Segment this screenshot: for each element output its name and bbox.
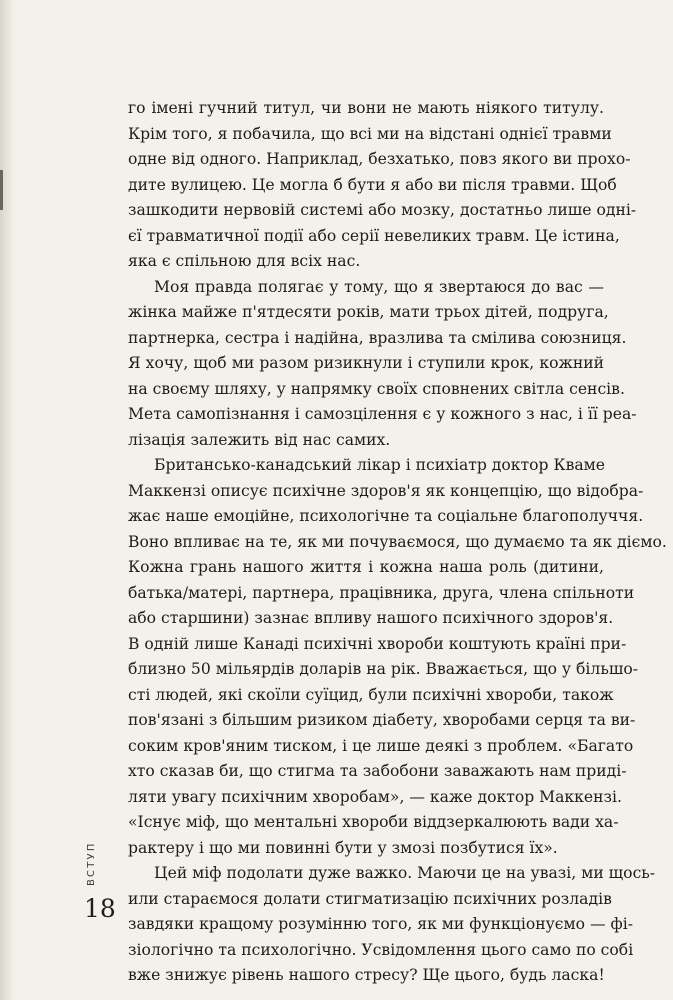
text-line: го імені гучний титул, чи вони не мають ніякого титулу. <box>128 99 604 117</box>
text-line: дите вулицею. Це могла б бути я або ви після травми. Щоб <box>128 175 617 194</box>
text-line: Маккензі описує психічне здоров'я як концепцію, що відобра- <box>128 481 644 500</box>
text-line: Кожна грань нашого життя і кожна наша роль (дитини, <box>128 558 604 576</box>
text-line: рактеру і що ми повинні бути у змозі позбутися їх». <box>128 838 558 857</box>
text-line: лізація залежить від нас самих. <box>128 430 391 449</box>
text-line: Воно впливає на те, як ми почуваємося, що думаємо та як діємо. <box>128 532 667 551</box>
page-number: 18 <box>84 894 116 923</box>
text-line: яка є спільною для всіх нас. <box>128 252 361 270</box>
page-edge-shadow <box>0 0 14 1000</box>
page-edge-mark <box>0 170 3 210</box>
text-line: жає наше емоційне, психологічне та соціальне благополуччя. <box>128 507 644 525</box>
text-line: Крім того, я побачила, що всі ми на відстані однієї травми <box>128 124 612 143</box>
text-line: В одній лише Канаді психічні хвороби коштують країні при- <box>128 634 627 653</box>
text-line: «Існує міф, що ментальні хвороби віддзеркалюють вади ха- <box>128 813 619 831</box>
text-line: вже знижує рівень нашого стресу? Ще цього, будь ласка! <box>128 966 605 984</box>
text-line: на своєму шляху, у напрямку своїх сповнених світла сенсів. <box>128 379 625 398</box>
section-label: ВСТУП <box>86 841 97 886</box>
text-line: близно 50 мільярдів доларів на рік. Вважається, що у більшо- <box>128 660 638 678</box>
text-line: єї травматичної події або серії невеликих травм. Це істина, <box>128 226 620 245</box>
text-line: хто сказав би, що стигма та забобони заважають нам приді- <box>128 762 627 780</box>
text-line: або старшини) зазнає впливу нашого психічного здоров'я. <box>128 609 614 627</box>
text-line: зіологічно та психологічно. Усвідомлення цього само по собі <box>128 940 634 959</box>
text-line: Я хочу, щоб ми разом ризикнули і ступили крок, кожний <box>128 354 604 372</box>
text-line: жінка майже п'ятдесяти років, мати трьох дітей, подруга, <box>128 303 609 321</box>
text-line: или стараємося долати стигматизацію психічних розладів <box>128 889 612 908</box>
text-line: пов'язані з більшим ризиком діабету, хворобами серця та ви- <box>128 711 636 729</box>
text-line: сті людей, які скоїли суїцид, були психічні хвороби, також <box>128 685 614 704</box>
text-line: завдяки кращому розумінню того, як ми функціонуємо — фі- <box>128 915 633 933</box>
text-line: Мета самопізнання і самозцілення є у кожного з нас, і її реа- <box>128 405 637 423</box>
text-line: одне від одного. Наприклад, безхатько, повз якого ви прохо- <box>128 150 631 168</box>
text-line: ляти увагу психічним хворобам», — каже доктор Маккензі. <box>128 787 622 806</box>
body-text <box>128 96 667 989</box>
text-line: Британсько-канадський лікар і психіатр доктор Кваме <box>154 456 606 474</box>
text-line: зашкодити нервовій системі або мозку, достатньо лише одні- <box>128 201 637 219</box>
text-line: соким кров'яним тиском, і це лише деякі з проблем. «Багато <box>128 736 634 755</box>
text-line: Цей міф подолати дуже важко. Маючи це на увазі, ми щось- <box>154 864 656 882</box>
text-line: Моя правда полягає у тому, що я звертаюся до вас — <box>154 277 604 296</box>
text-line: партнерка, сестра і надійна, вразлива та смілива союзниця. <box>128 328 627 347</box>
text-line: батька/матері, партнера, працівника, друга, члена спільноти <box>128 583 635 602</box>
